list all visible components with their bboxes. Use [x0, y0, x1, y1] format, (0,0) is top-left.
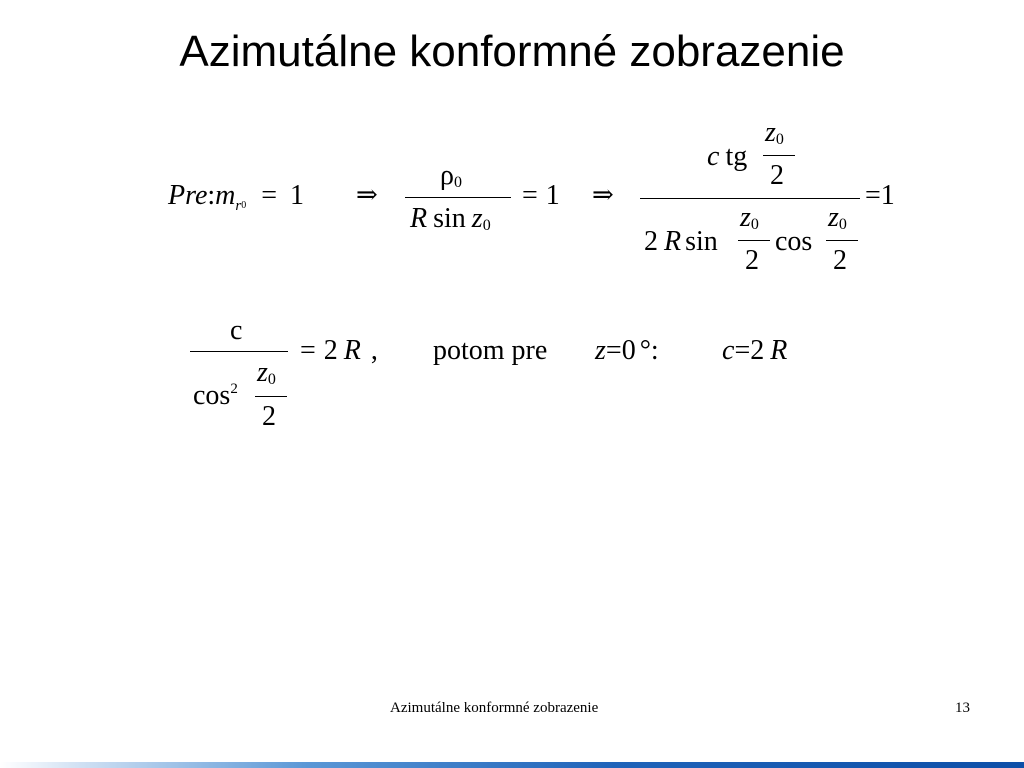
- footer-accent-bar: [0, 762, 1024, 768]
- slide-title: Azimutálne konformné zobrazenie: [179, 27, 845, 76]
- fraction-bar-den-inner-2: [826, 240, 858, 241]
- eq1-frac1-denominator: R sin z0: [410, 203, 491, 234]
- fraction-bar-den-inner-1: [738, 240, 770, 241]
- eq2-rest: = 2 R ,: [300, 335, 378, 366]
- fraction-bar-3: [190, 351, 288, 352]
- eq1-frac2-den-2-a: 2: [745, 245, 759, 276]
- eq2-result: c=2 R: [722, 335, 788, 366]
- eq1-frac2-num-ctg: c tg: [707, 141, 748, 172]
- eq1-frac2-den-z0-a: z0: [740, 202, 759, 233]
- eq1-frac2-den-cos: cos: [775, 226, 813, 257]
- eq1-frac2-den-z0-b: z0: [828, 202, 847, 233]
- page-number: 13: [955, 700, 970, 716]
- implies-arrow-1: ⇒: [356, 180, 378, 209]
- eq1-frac2-num-2: 2: [770, 160, 784, 191]
- eq2-potom-pre: potom pre: [433, 335, 548, 366]
- eq1-frac2-num-z0: z0: [765, 117, 784, 148]
- eq1-right: =1: [865, 180, 895, 211]
- eq1-mid: = 1: [522, 180, 560, 211]
- eq2-den-z0: z0: [257, 357, 276, 388]
- fraction-bar-3-inner: [255, 396, 287, 397]
- fraction-bar-2: [640, 198, 860, 199]
- eq1-left: $Pre:m_r0 = 1$: [168, 180, 305, 214]
- eq1-frac2-den-2Rsin: 2 R sin: [644, 226, 718, 257]
- eq2-numerator-c: c: [230, 315, 243, 346]
- eq2-den-cos2: $\cos^2$: [193, 380, 238, 411]
- implies-arrow-2: ⇒: [592, 180, 614, 209]
- eq1-frac2-den-2-b: 2: [833, 245, 847, 276]
- footer-title: Azimutálne konformné zobrazenie: [390, 700, 599, 716]
- eq1-frac1-numerator: ρ0: [440, 160, 462, 191]
- eq2-condition: z=0 °:: [595, 335, 659, 366]
- eq2-den-2: 2: [262, 401, 276, 432]
- fraction-bar-num-inner: [763, 155, 795, 156]
- fraction-bar-1: [405, 197, 511, 198]
